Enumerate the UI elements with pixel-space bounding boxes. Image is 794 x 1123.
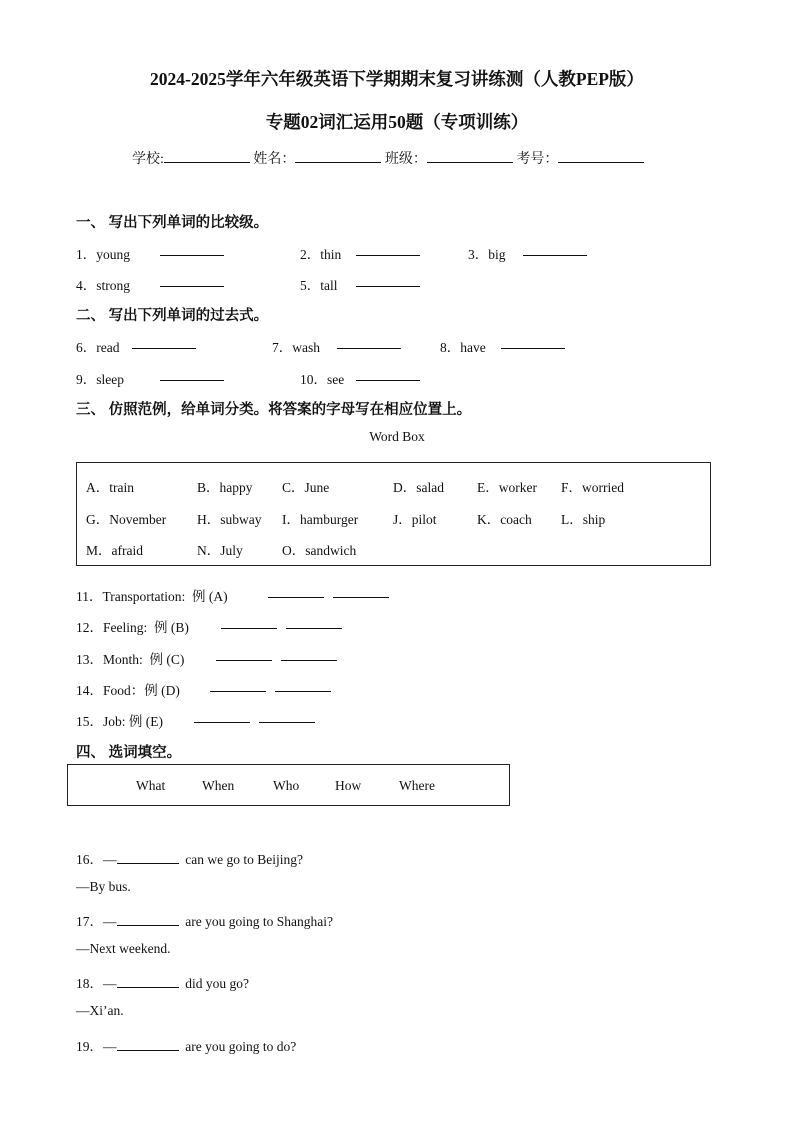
answer-blank-19[interactable]: [117, 1038, 179, 1051]
question-number: 2．: [300, 247, 321, 262]
answer-line-18: —Xi’an.: [76, 1003, 124, 1018]
class-label: 班级：: [384, 152, 427, 167]
question-7: [272, 336, 320, 356]
school-label: 学校:: [132, 152, 164, 167]
word-option: G．November: [86, 512, 167, 527]
class-blank[interactable]: [427, 150, 513, 163]
question-word: wash: [292, 340, 320, 355]
answer-blank-12a[interactable]: [221, 616, 277, 629]
word-option: E．worker: [477, 480, 537, 495]
answer-blank-18[interactable]: [117, 975, 179, 988]
question-text: did you go?: [185, 976, 249, 991]
dialog-dash: —: [103, 914, 117, 929]
dialog-dash: —: [103, 852, 117, 867]
question-number: 18．: [76, 976, 103, 991]
dialog-dash: —: [103, 1039, 117, 1054]
question-2: [300, 243, 341, 263]
student-info-line: [132, 148, 644, 168]
answer-blank-5[interactable]: [356, 274, 420, 287]
dialog-dash: —: [103, 976, 117, 991]
question-word: have: [460, 340, 486, 355]
word-option: B．happy: [197, 480, 253, 495]
question-number: 8．: [440, 340, 461, 355]
question-number: 1．: [76, 247, 97, 262]
answer-blank-7[interactable]: [337, 336, 401, 349]
question-12: [76, 616, 189, 636]
answer-blank-3[interactable]: [523, 243, 587, 256]
word-option: I．hamburger: [282, 512, 359, 527]
answer-blank-11b[interactable]: [333, 585, 389, 598]
page-title: 2024-2025学年六年级英语下学期期末复习讲练测（人教PEP版）: [150, 69, 644, 89]
question-text: are you going to Shanghai?: [185, 914, 333, 929]
word-option: M．afraid: [86, 543, 143, 558]
question-word: strong: [96, 278, 130, 293]
answer-blank-13a[interactable]: [216, 648, 272, 661]
word-option: A．train: [86, 480, 134, 495]
question-word: sleep: [96, 372, 124, 387]
question-16: [76, 848, 303, 868]
word-option: F．worried: [561, 480, 624, 495]
option-word: Where: [399, 778, 435, 793]
question-18: [76, 972, 249, 992]
exam-number-blank[interactable]: [558, 150, 644, 163]
school-blank[interactable]: [164, 150, 250, 163]
question-10: [300, 368, 344, 388]
category-label: Transportation:: [102, 589, 186, 604]
question-9: [76, 368, 124, 388]
question-word: young: [96, 247, 130, 262]
question-number: 11．: [76, 589, 103, 604]
question-text: can we go to Beijing?: [185, 852, 303, 867]
word-option: O．sandwich: [282, 543, 357, 558]
answer-line-17: —Next weekend.: [76, 941, 171, 956]
question-14: [76, 679, 180, 699]
question-number: 13．: [76, 652, 103, 667]
word-option: D．salad: [393, 480, 444, 495]
word-option: L．ship: [561, 512, 606, 527]
category-label: Job:: [103, 714, 126, 729]
option-word: Who: [273, 778, 300, 793]
category-label: Feeling:: [103, 620, 148, 635]
question-number: 9．: [76, 372, 97, 387]
answer-blank-2[interactable]: [356, 243, 420, 256]
category-label: Food：: [103, 683, 145, 698]
answer-blank-14a[interactable]: [210, 679, 266, 692]
answer-blank-4[interactable]: [160, 274, 224, 287]
question-number: 7．: [272, 340, 293, 355]
name-blank[interactable]: [295, 150, 381, 163]
question-number: 6．: [76, 340, 97, 355]
question-word: big: [488, 247, 506, 262]
question-6: [76, 336, 119, 356]
section2-title: 二、 写出下列单词的过去式。: [76, 308, 269, 324]
exam-number-label: 考号：: [516, 152, 559, 167]
answer-blank-14b[interactable]: [275, 679, 331, 692]
answer-blank-13b[interactable]: [281, 648, 337, 661]
answer-blank-16[interactable]: [117, 851, 179, 864]
answer-blank-1[interactable]: [160, 243, 224, 256]
answer-blank-15b[interactable]: [259, 710, 315, 723]
question-number: 15．: [76, 714, 103, 729]
option-word: What: [136, 778, 166, 793]
answer-blank-15a[interactable]: [194, 710, 250, 723]
option-word: When: [202, 778, 235, 793]
answer-blank-12b[interactable]: [286, 616, 342, 629]
question-number: 10．: [300, 372, 327, 387]
answer-blank-9[interactable]: [160, 368, 224, 381]
question-11: [76, 585, 228, 605]
category-example: 例 (E): [128, 714, 164, 729]
name-label: 姓名：: [253, 152, 296, 167]
question-8: [440, 336, 486, 356]
category-label: Month:: [103, 652, 143, 667]
question-number: 19．: [76, 1039, 103, 1054]
word-option: N．July: [197, 543, 243, 558]
answer-blank-11a[interactable]: [268, 585, 324, 598]
question-number: 5．: [300, 278, 321, 293]
section3-title: 三、 仿照范例，给单词分类。将答案的字母写在相应位置上。: [76, 402, 472, 418]
answer-line-16: —By bus.: [76, 879, 131, 894]
question-5: [300, 274, 338, 294]
category-example: 例 (B): [154, 620, 189, 635]
question-number: 17．: [76, 914, 103, 929]
question-word: see: [327, 372, 345, 387]
page-subtitle: 专题02词汇运用50题（专项训练）: [265, 112, 529, 132]
question-number: 12．: [76, 620, 103, 635]
question-text: are you going to do?: [185, 1039, 297, 1054]
answer-blank-8[interactable]: [501, 336, 565, 349]
question-number: 3．: [468, 247, 489, 262]
answer-blank-17[interactable]: [117, 913, 179, 926]
section1-title: 一、 写出下列单词的比较级。: [76, 215, 269, 231]
category-example: 例 (C): [149, 652, 185, 667]
answer-blank-10[interactable]: [356, 368, 420, 381]
answer-blank-6[interactable]: [132, 336, 196, 349]
word-option: H．subway: [197, 512, 262, 527]
category-example: 例 (A): [192, 589, 228, 604]
question-15: [76, 710, 163, 730]
word-option: C．June: [282, 480, 330, 495]
option-word: How: [335, 778, 362, 793]
category-example: 例 (D): [144, 683, 180, 698]
question-word: read: [96, 340, 120, 355]
question-4: [76, 274, 130, 294]
question-1: [76, 243, 130, 263]
question-19: [76, 1035, 296, 1055]
question-3: [468, 243, 506, 263]
section4-title: 四、 选词填空。: [76, 745, 182, 761]
question-13: [76, 648, 184, 668]
question-number: 4．: [76, 278, 97, 293]
question-17: [76, 910, 333, 930]
question-number: 16．: [76, 852, 103, 867]
word-option: J．pilot: [393, 512, 437, 527]
word-option: K．coach: [477, 512, 532, 527]
word-box-title: Word Box: [369, 429, 425, 444]
question-word: thin: [320, 247, 342, 262]
question-number: 14．: [76, 683, 103, 698]
question-word: tall: [320, 278, 338, 293]
